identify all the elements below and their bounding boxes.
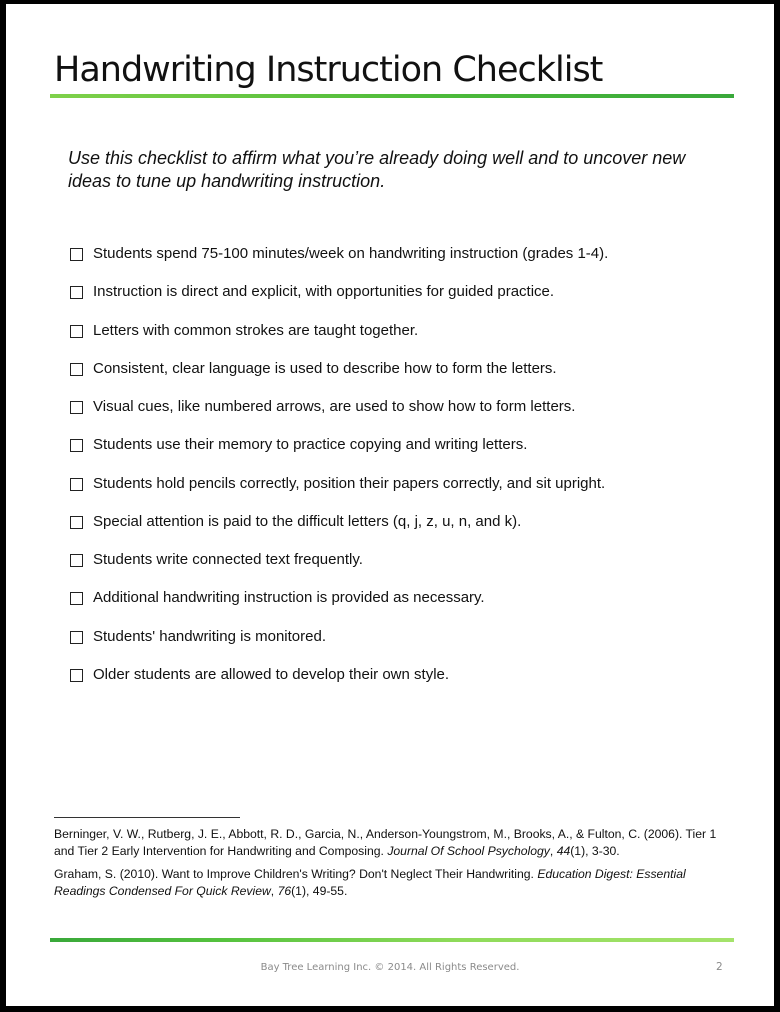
checklist-item-text: Older students are allowed to develop their own style. xyxy=(93,665,450,683)
checkbox-icon[interactable] xyxy=(70,363,83,376)
checkbox-icon[interactable] xyxy=(70,401,83,414)
checkbox-icon[interactable] xyxy=(70,669,83,682)
checkbox-icon[interactable] xyxy=(70,516,83,529)
checklist-item xyxy=(70,627,608,665)
checklist-item xyxy=(70,321,608,359)
checklist-item-text: Instruction is direct and explicit, with opportunities for guided practice. xyxy=(93,283,555,301)
header-divider xyxy=(50,94,734,98)
checklist-item xyxy=(70,550,608,588)
checklist-item xyxy=(70,588,608,626)
checklist-item xyxy=(70,397,608,435)
intro-text: Use this checklist to affirm what you’re already doing well and to uncover new ideas to tune up handwriting instruction. xyxy=(68,148,686,191)
checkbox-icon[interactable] xyxy=(70,592,83,605)
reference-text: Berninger, V. W., Rutberg, J. E., Abbott, R. D., Garcia, N., Anderson-Youngstrom, M., Brooks, A., & Fulton, C. (2006). Tier 1 and Tier 2 Early Intervention for Handwriting and Composing. xyxy=(54,827,717,858)
checklist-item xyxy=(70,359,608,397)
checklist-item-text: Visual cues, like numbered arrows, are used to show how to form letters. xyxy=(93,398,576,415)
checklist-item-text: Students use their memory to practice copying and writing letters. xyxy=(93,436,528,454)
footer-copyright: Bay Tree Learning Inc. © 2014. All Rights Reserved. xyxy=(260,962,520,973)
checkbox-icon[interactable] xyxy=(70,248,83,261)
checklist-item-text: Additional handwriting instruction is provided as necessary. xyxy=(93,589,485,607)
reference-entry xyxy=(54,826,734,859)
page-number: 2 xyxy=(716,961,723,973)
checklist-item xyxy=(70,474,608,512)
checkbox-icon[interactable] xyxy=(70,439,83,452)
footer-divider xyxy=(50,938,734,942)
checklist-item xyxy=(70,244,608,282)
checkbox-icon[interactable] xyxy=(70,478,83,491)
checkbox-icon[interactable] xyxy=(70,286,83,299)
checkbox-icon[interactable] xyxy=(70,554,83,567)
checklist-item-text: Students' handwriting is monitored. xyxy=(93,627,326,645)
reference-volume: 76 xyxy=(277,883,292,898)
checklist-item-text: Students spend 75-100 minutes/week on handwriting instruction (grades 1-4). xyxy=(93,245,609,262)
checklist-item-text: Consistent, clear language is used to describe how to form the letters. xyxy=(93,359,557,377)
checkbox-icon[interactable] xyxy=(70,631,83,644)
checklist-item-text: Special attention is paid to the difficult letters (q, j, z, u, n, and k). xyxy=(93,512,522,530)
reference-separator: , xyxy=(270,883,278,898)
checklist-item xyxy=(70,282,608,320)
reference-issue-pages: (1), 3-30. xyxy=(570,843,620,858)
reference-volume: 44 xyxy=(556,843,571,858)
checklist-item-text: Letters with common strokes are taught together. xyxy=(93,321,419,339)
checklist-item-text: Students hold pencils correctly, position their papers correctly, and sit upright. xyxy=(93,474,606,492)
checklist-item-text: Students write connected text frequently. xyxy=(93,551,363,568)
reference-text: Graham, S. (2010). Want to Improve Children's Writing? Don't Neglect Their Handwriting. xyxy=(54,867,538,881)
reference-separator: , xyxy=(549,843,557,858)
page-title: Handwriting Instruction Checklist xyxy=(54,50,603,90)
references xyxy=(54,826,734,906)
checklist-item xyxy=(70,512,608,550)
checklist-item xyxy=(70,665,608,703)
checklist-item xyxy=(70,435,608,473)
checklist xyxy=(70,244,608,703)
footnote-divider xyxy=(54,817,240,818)
reference-journal: Journal Of School Psychology xyxy=(387,843,550,858)
document-page xyxy=(6,4,774,1006)
reference-entry xyxy=(54,866,734,899)
reference-issue-pages: (1), 49-55. xyxy=(291,883,348,898)
checkbox-icon[interactable] xyxy=(70,325,83,338)
reference-journal: Education Digest: Essential Readings Condensed For Quick Review xyxy=(54,867,686,898)
